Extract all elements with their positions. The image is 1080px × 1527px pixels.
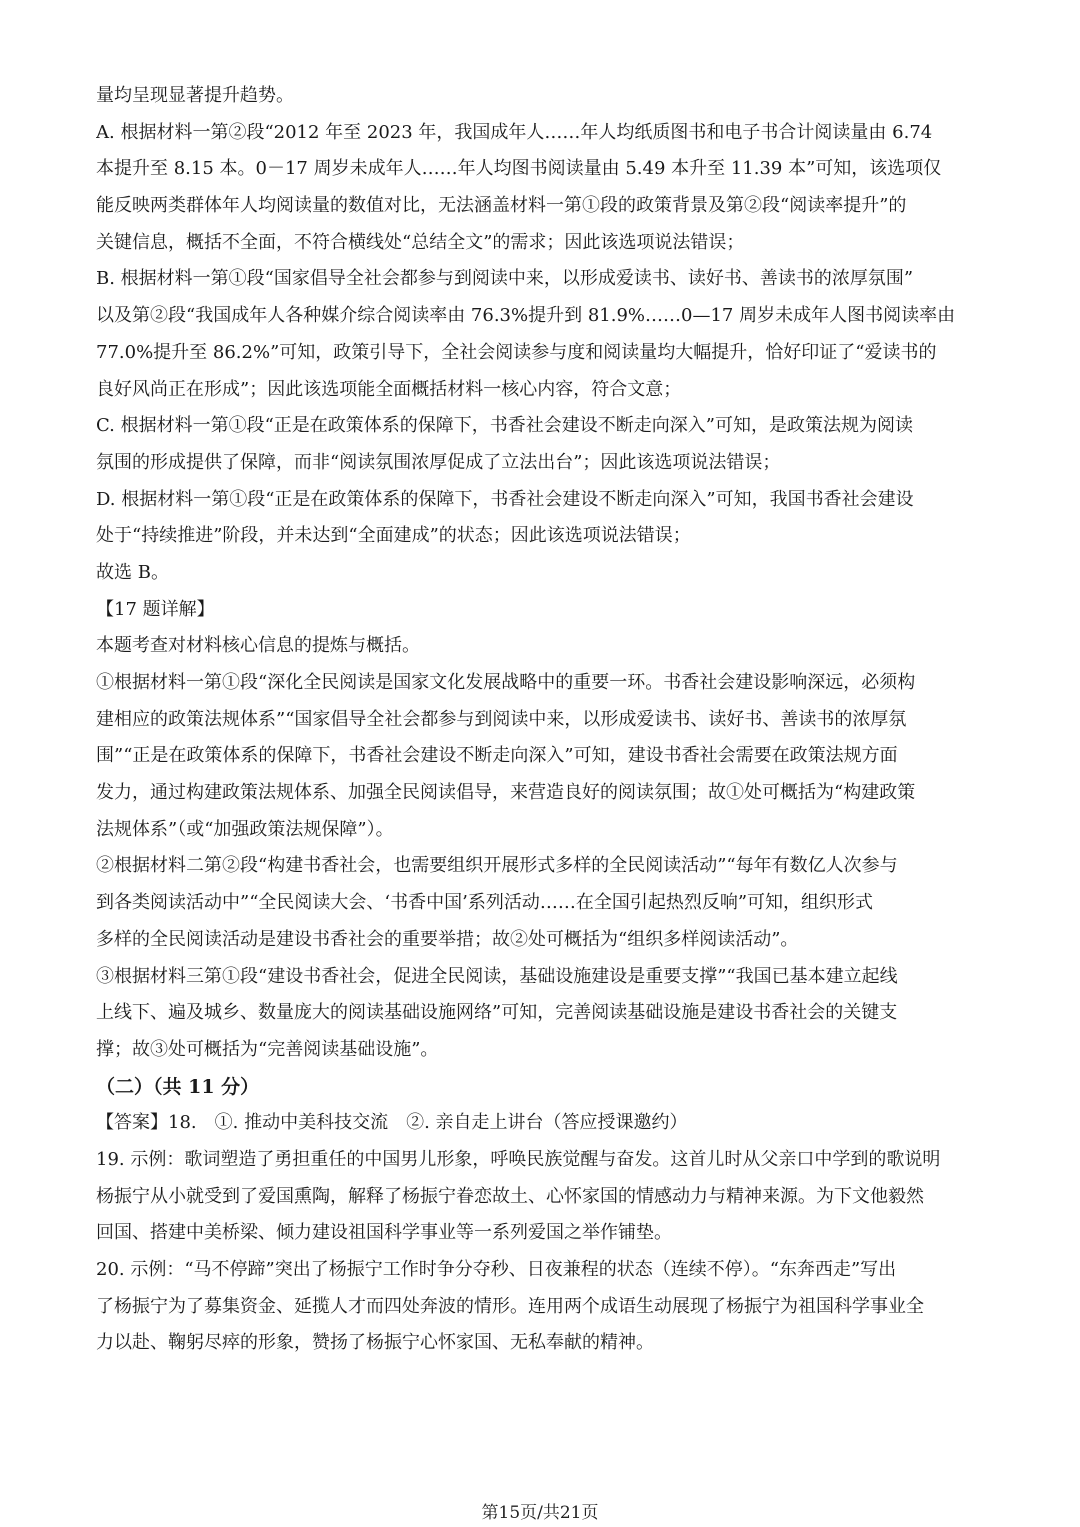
text-line: 杨振宁从小就受到了爱国熏陶，解释了杨振宁眷恋故土、心怀家国的情感动力与精神来源。为下文他毅然 (96, 1185, 924, 1207)
text-line: ①根据材料一第①段“深化全民阅读是国家文化发展战略中的重要一环。书香社会建设影响深远，必须构 (96, 672, 916, 693)
text-line: 围”“正是在政策体系的保障下，书香社会建设不断走向深入”可知，建设书香社会需要在政策法规方面 (96, 745, 898, 767)
text-line: 建相应的政策法规体系”“国家倡导全社会都参与到阅读中来，以形成爱读书、读好书、善读书的浓厚氛 (96, 708, 907, 730)
text-line: A. 根据材料一第②段“2012 年至 2023 年，我国成年人……年人均纸质图书和电子书合计阅读量由 6.74 (96, 121, 933, 143)
text-line: 量均呈现显著提升趋势。 (96, 85, 294, 106)
text-line: D. 根据材料一第①段“正是在政策体系的保障下，书香社会建设不断走向深入”可知，我国书香社会建设 (96, 488, 914, 510)
text-line: 77.0%提升至 86.2%”可知，政策引导下，全社会阅读参与度和阅读量均大幅提升，恰好印证了“爱读书的 (96, 341, 937, 363)
text-line: B. 根据材料一第①段“国家倡导全社会都参与到阅读中来，以形成爱读书、读好书、善读书的浓厚氛围” (96, 268, 914, 290)
text-line: ②根据材料二第②段“构建书香社会，也需要组织开展形式多样的全民阅读活动”“每年有数亿人次参与 (96, 855, 898, 877)
text-line: 到各类阅读活动中”“全民阅读大会、‘书香中国’系列活动……在全国引起热烈反响”可知，组织形式 (96, 892, 874, 914)
text-line: 了杨振宁为了募集资金、延揽人才而四处奔波的情形。连用两个成语生动展现了杨振宁为祖国科学事业全 (96, 1295, 924, 1317)
text-line: 良好风尚正在形成”；因此该选项能全面概括材料一核心内容，符合文意； (96, 378, 682, 400)
text-line: ③根据材料三第①段“建设书香社会，促进全民阅读，基础设施建设是重要支撑”“我国已基本建立起线 (96, 965, 898, 987)
text-line: 本题考查对材料核心信息的提炼与概括。 (96, 635, 420, 657)
text-line: 撑；故③处可概括为“完善阅读基础设施”。 (96, 1038, 439, 1060)
text-line: C. 根据材料一第①段“正是在政策体系的保障下，书香社会建设不断走向深入”可知，是政策法规为阅读 (96, 415, 913, 437)
answer-line: 【答案】18. ①. 推动中美科技交流 ②. 亲自走上讲台（答应授课邀约） (96, 1112, 688, 1134)
text-line: 氛围的形成提供了保障，而非“阅读氛围浓厚促成了立法出台”；因此该选项说法错误； (96, 451, 781, 473)
document-body (96, 78, 986, 1362)
text-line: 发力，通过构建政策法规体系、加强全民阅读倡导，来营造良好的阅读氛围；故①处可概括为“构建政策 (96, 782, 916, 804)
text-line: 19. 示例：歌词塑造了勇担重任的中国男儿形象，呼唤民族觉醒与奋发。这首儿时从父亲口中学到的歌说明 (96, 1148, 941, 1170)
text-line: 力以赴、鞠躬尽瘁的形象，赞扬了杨振宁心怀家国、无私奉献的精神。 (96, 1332, 654, 1354)
text-line: 回国、搭建中美桥梁、倾力建设祖国科学事业等一系列爱国之举作铺垫。 (96, 1222, 672, 1244)
section-heading: （二）（共 11 分） (96, 1075, 260, 1098)
text-line: 故选 B。 (96, 561, 169, 583)
text-line: 关键信息，概括不全面，不符合横线处“总结全文”的需求；因此该选项说法错误； (96, 231, 745, 253)
text-line: 能反映两类群体年人均阅读量的数值对比，无法涵盖材料一第①段的政策背景及第②段“阅读率提升”的 (96, 195, 907, 217)
text-line: 处于“持续推进”阶段，并未达到“全面建成”的状态；因此该选项说法错误； (96, 525, 691, 547)
text-line: 上线下、遍及城乡、数量庞大的阅读基础设施网络”可知，完善阅读基础设施是建设书香社会的关键支 (96, 1002, 898, 1024)
text-line: 法规体系”（或“加强政策法规保障”）。 (96, 818, 394, 840)
question-header: 【17 题详解】 (96, 598, 215, 620)
text-line: 多样的全民阅读活动是建设书香社会的重要举措；故②处可概括为“组织多样阅读活动”。 (96, 928, 799, 950)
text-line: 20. 示例：“马不停蹄”突出了杨振宁工作时争分夺秒、日夜兼程的状态（连续不停）。“东奔西走”写出 (96, 1259, 897, 1280)
page-footer: 第15页/共21页 (481, 1503, 599, 1523)
text-line: 以及第②段“我国成年人各种媒介综合阅读率由 76.3%提升到 81.9%……0—17 周岁未成年人图书阅读率由 (96, 305, 956, 327)
text-line: 本提升至 8.15 本。0－17 周岁未成年人……年人均图书阅读量由 5.49 本升至 11.39 本”可知，该选项仅 (96, 158, 942, 180)
